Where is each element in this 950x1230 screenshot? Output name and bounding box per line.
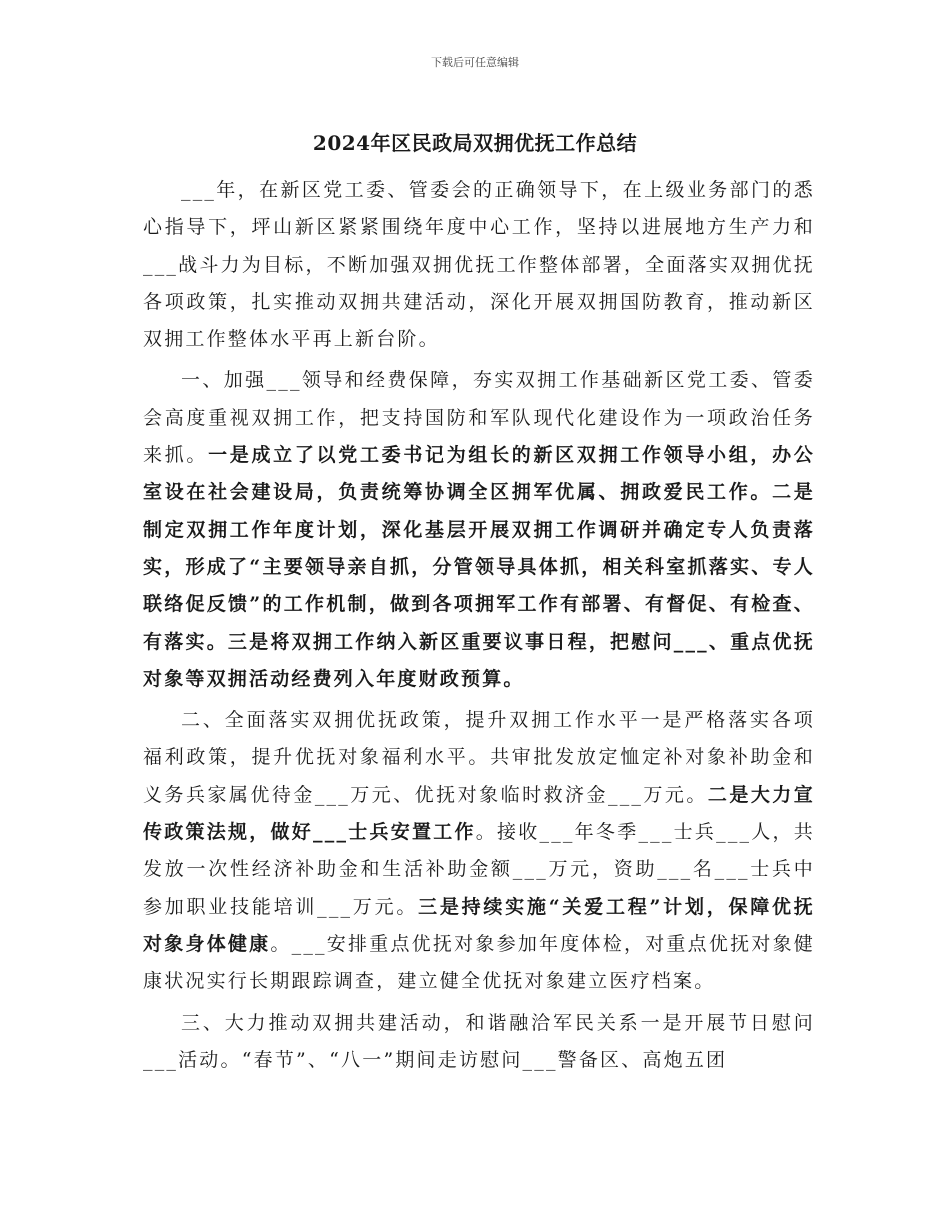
paragraph-intro bbox=[143, 172, 815, 358]
section-2-text-3: 。___安排重点优抚对象参加年度体检，对重点优抚对象健康状况实行长期跟踪调查，建立健全优抚对象建立医疗档案。 bbox=[143, 932, 816, 993]
section-1-lead: 一、加强___领导和经费保障，夯实双拥工作基础新区党工委、管委会高度重视双拥工作，把支持国防和军队现代化建设作为一项政治任务来抓。 bbox=[143, 369, 815, 467]
paragraph-section-3 bbox=[143, 1005, 815, 1080]
document-title: 2024年区民政局双拥优抚工作总结 bbox=[312, 131, 638, 155]
section-2-bold-point-3: 三是持续实施“关爱工程”计划，保障优抚对象身体健康 bbox=[143, 895, 815, 955]
paragraph-section-1 bbox=[143, 362, 815, 698]
section-2-bold-point-2: 二是大力宣传政策法规，做好___士兵安置工作 bbox=[143, 783, 815, 844]
section-1-bold-text: 一是成立了以党工委书记为组长的新区双拥工作领导小组，办公室设在社会建设局，负责统筹协调全区拥军优属、拥政爱民工作。二是制定双拥工作年度计划，深化基层开展双拥工作调研并确定专人负责落实，形成了“主要领导亲自抓，分管领导具体抓，相关科室抓落实、专人联络促反馈”的工作机制，做到各项拥军工作有部署、有督促、有检查、有落实。三是将双拥工作纳入新区重要议事日程，把慰问___、重点优抚对象等双拥活动经费列入年度财政预算。 bbox=[143, 444, 815, 690]
section-2-lead: 二、全面落实双拥优抚政策，提升双拥工作水平一是严格落实各项福利政策，提升优抚对象福利水平。共审批发放定恤定补对象补助金和义务兵家属优待金___万元、优抚对象临时救济金___万元。 bbox=[143, 709, 815, 806]
paragraph-text: ___年，在新区党工委、管委会的正确领导下，在上级业务部门的悉心指导下，坪山新区紧紧围绕年度中心工作，坚持以进展地方生产力和___战斗力为目标，不断加强双拥优抚工作整体部署，全面落实双拥优抚各项政策，扎实推动双拥共建活动，深化开展双拥国防教育，推动新区双拥工作整体水平再上新台阶。 bbox=[143, 179, 815, 351]
section-3-lead: 三、大力推动双拥共建活动，和谐融洽军民关系一是开展节日慰问___活动。“春节”、“八一”期间走访慰问___警备区、高炮五团 bbox=[143, 1011, 815, 1071]
paragraph-section-2 bbox=[143, 702, 815, 1000]
page-header: 下载后可任意编辑 bbox=[431, 56, 519, 69]
document-body bbox=[143, 172, 815, 1079]
section-2-text-2: 。接收___年冬季___士兵___人，共发放一次性经济补助金和生活补助金额___万元，资助___名___士兵中参加职业技能培训___万元。 bbox=[143, 821, 815, 918]
